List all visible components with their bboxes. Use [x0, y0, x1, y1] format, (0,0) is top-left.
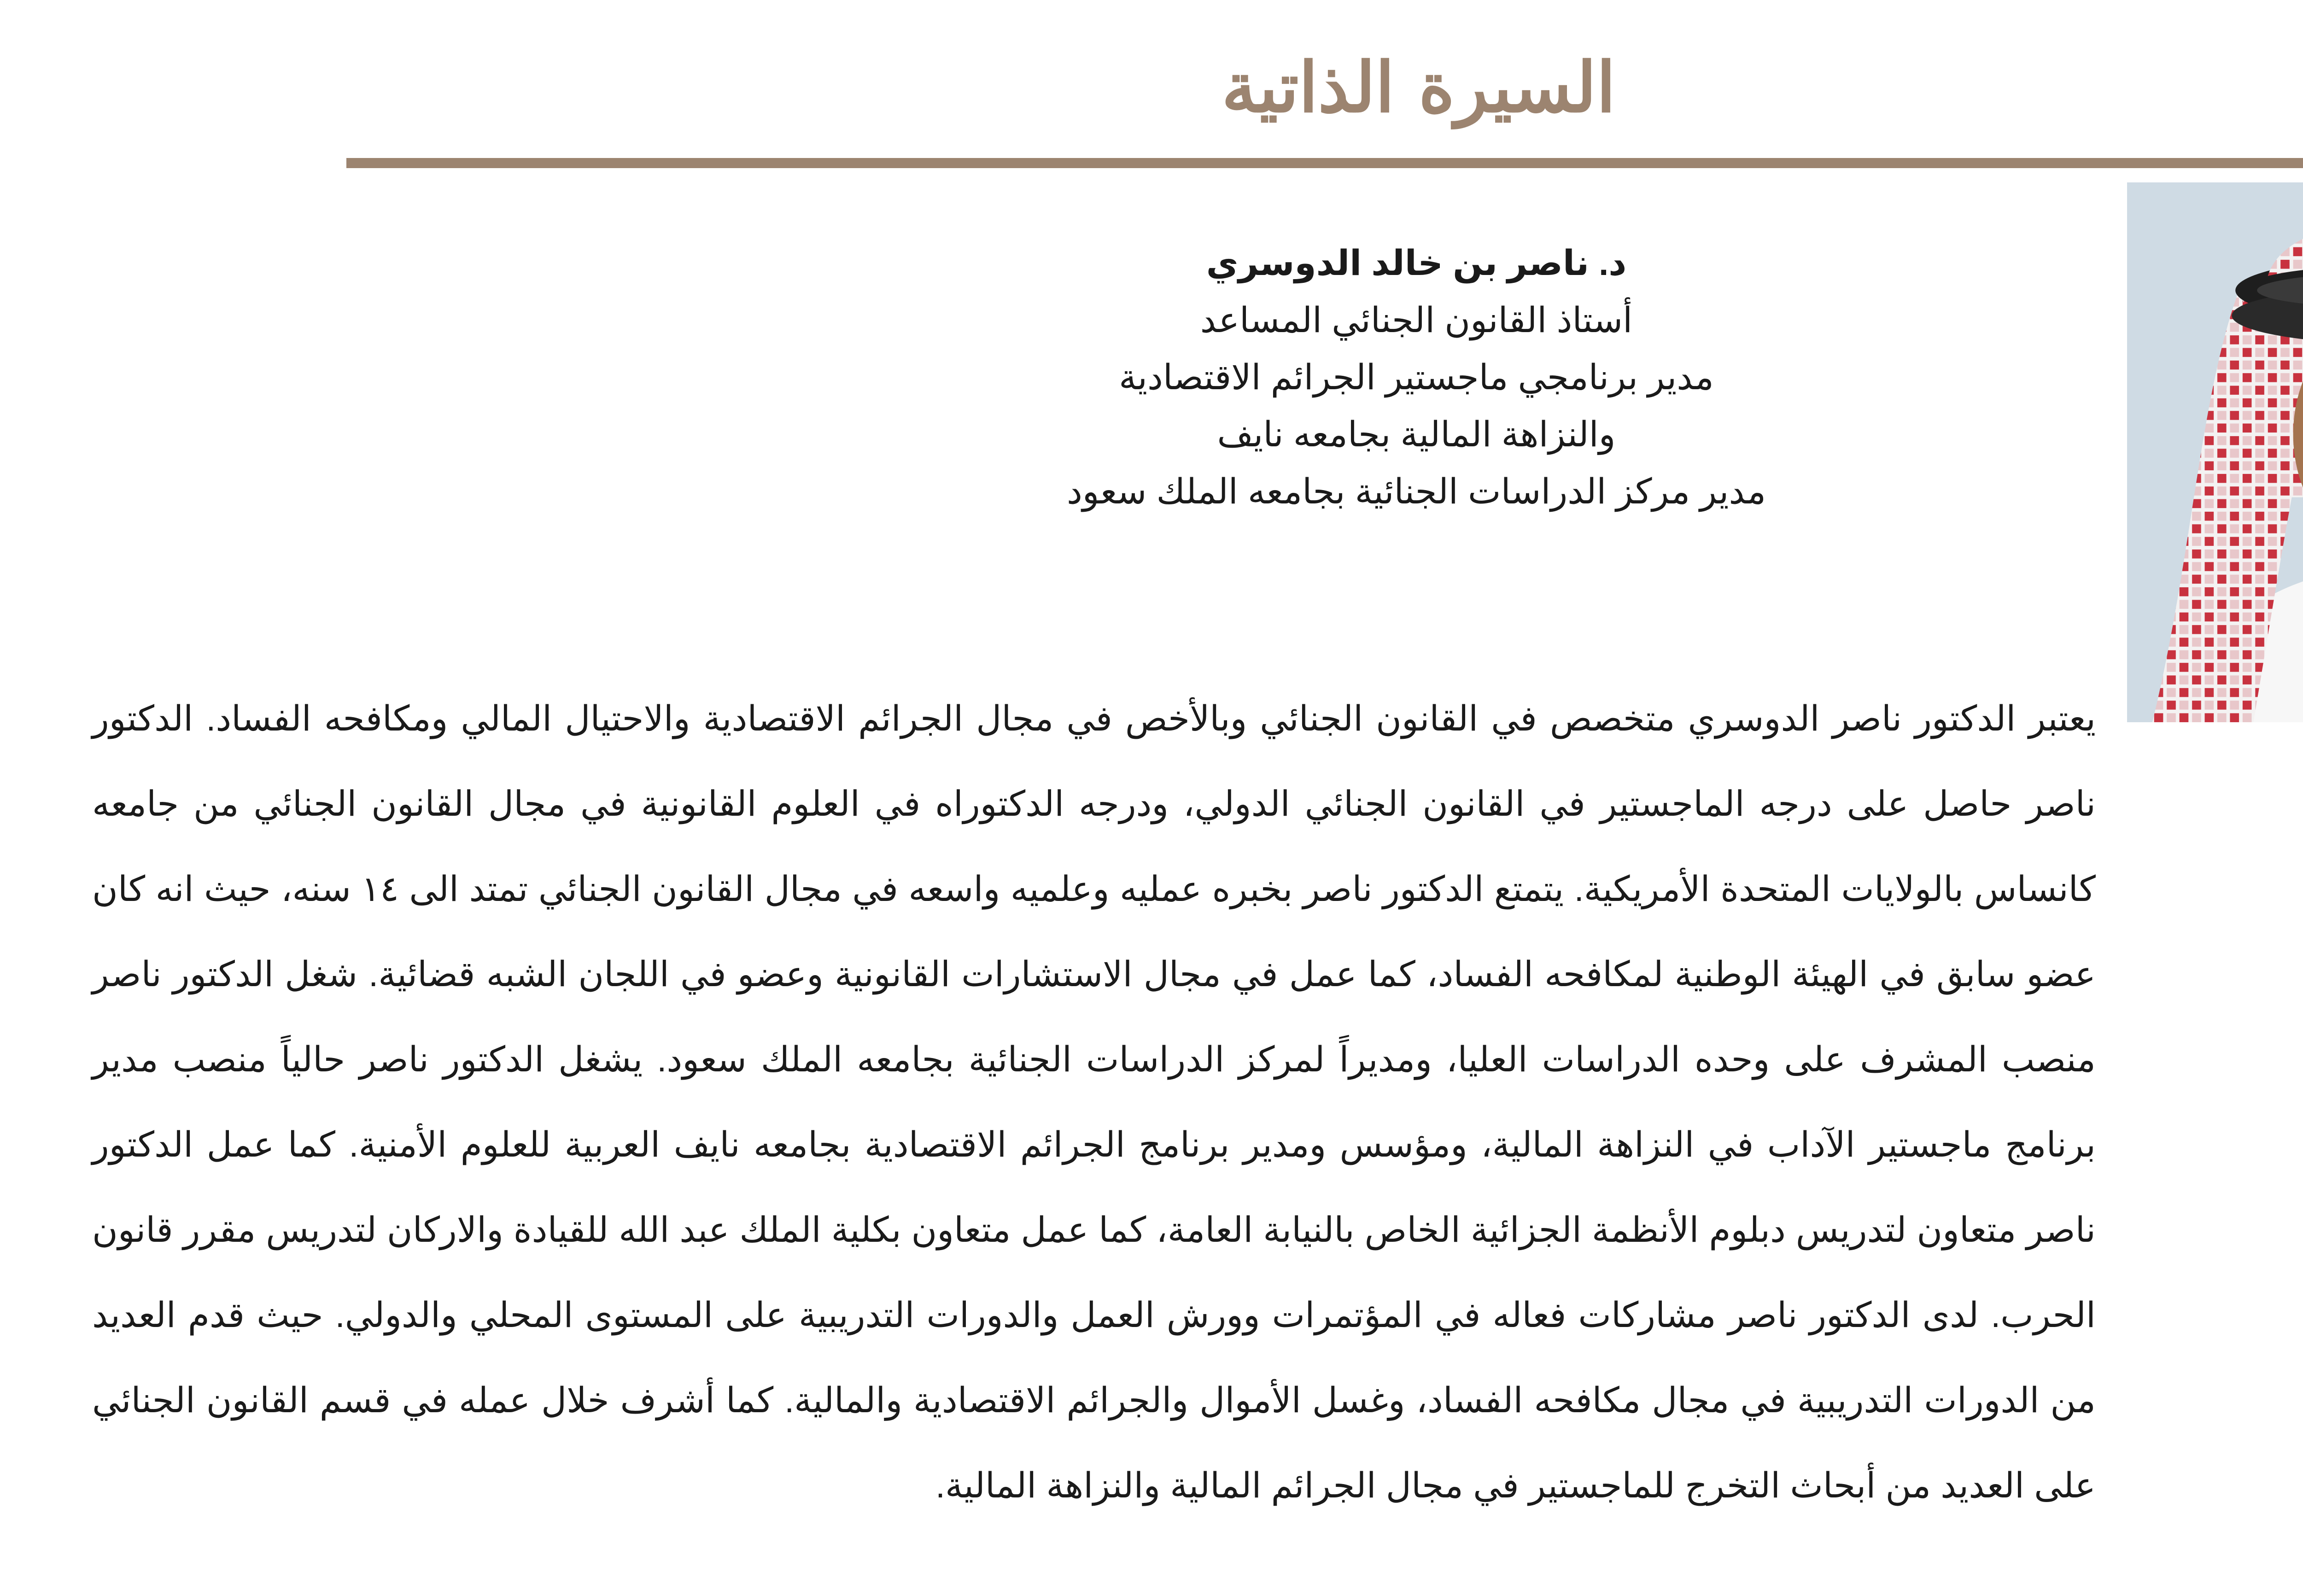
profile-header — [875, 235, 1958, 520]
page-title: السيرة الذاتية — [1222, 47, 1616, 128]
portrait-illustration — [2127, 182, 2303, 722]
role-line: والنزاهة المالية بجامعه نايف — [1217, 415, 1616, 454]
role-line: مدير برنامجي ماجستير الجرائم الاقتصادية — [1119, 358, 1714, 397]
biography-paragraph: يعتبر الدكتور ناصر الدوسري متخصص في القانون الجنائي وبالأخص في مجال الجرائم الاقتصادية والاحتيال المالي ومكافحه الفساد. الدكتور ناصر حاصل على درجه الماجستير في القانون الجنائي الدولي، ودرجه الدكتوراه في العلوم القانونية في مجال القانون الجنائي من جامعه كانساس بالولايات المتحدة الأمريكية. يتمتع الدكتور ناصر بخبره عمليه وعلميه واسعه في مجال القانون الجنائي تمتد الى ١٤ سنه، حيث انه كان عضو سابق في الهيئة الوطنية لمكافحه الفساد، كما عمل في مجال الاستشارات القانونية وعضو في اللجان الشبه قضائية. شغل الدكتور ناصر منصب المشرف على وحده الدراسات العليا، ومديراً لمركز الدراسات الجنائية بجامعه الملك سعود. يشغل الدكتور ناصر حالياً منصب مدير برنامج ماجستير الآداب في النزاهة المالية، ومؤسس ومدير برنامج الجرائم الاقتصادية بجامعه نايف العربية للعلوم الأمنية. كما عمل الدكتور ناصر متعاون لتدريس دبلوم الأنظمة الجزائية الخاص بالنيابة العامة، كما عمل متعاون بكلية الملك عبد الله للقيادة والاركان لتدريس مقرر قانون الحرب. لدى الدكتور ناصر مشاركات فعاله في المؤتمرات وورش العمل والدورات التدريبية على المستوى المحلي والدولي. حيث قدم العديد من الدورات التدريبية في مجال مكافحه الفساد، وغسل الأموال والجرائم الاقتصادية والمالية. كما أشرف خلال عمله في قسم القانون الجنائي على العديد من أبحاث التخرج للماجستير في مجال الجرائم المالية والنزاهة المالية. — [92, 699, 2096, 1505]
title-divider — [346, 158, 2303, 168]
role-line: أستاذ القانون الجنائي المساعد — [1200, 301, 1633, 340]
role-line: مدير مركز الدراسات الجنائية بجامعه الملك سعود — [1066, 472, 1766, 511]
profile-photo — [2127, 182, 2303, 722]
person-name: د. ناصر بن خالد الدوسري — [1206, 244, 1627, 283]
